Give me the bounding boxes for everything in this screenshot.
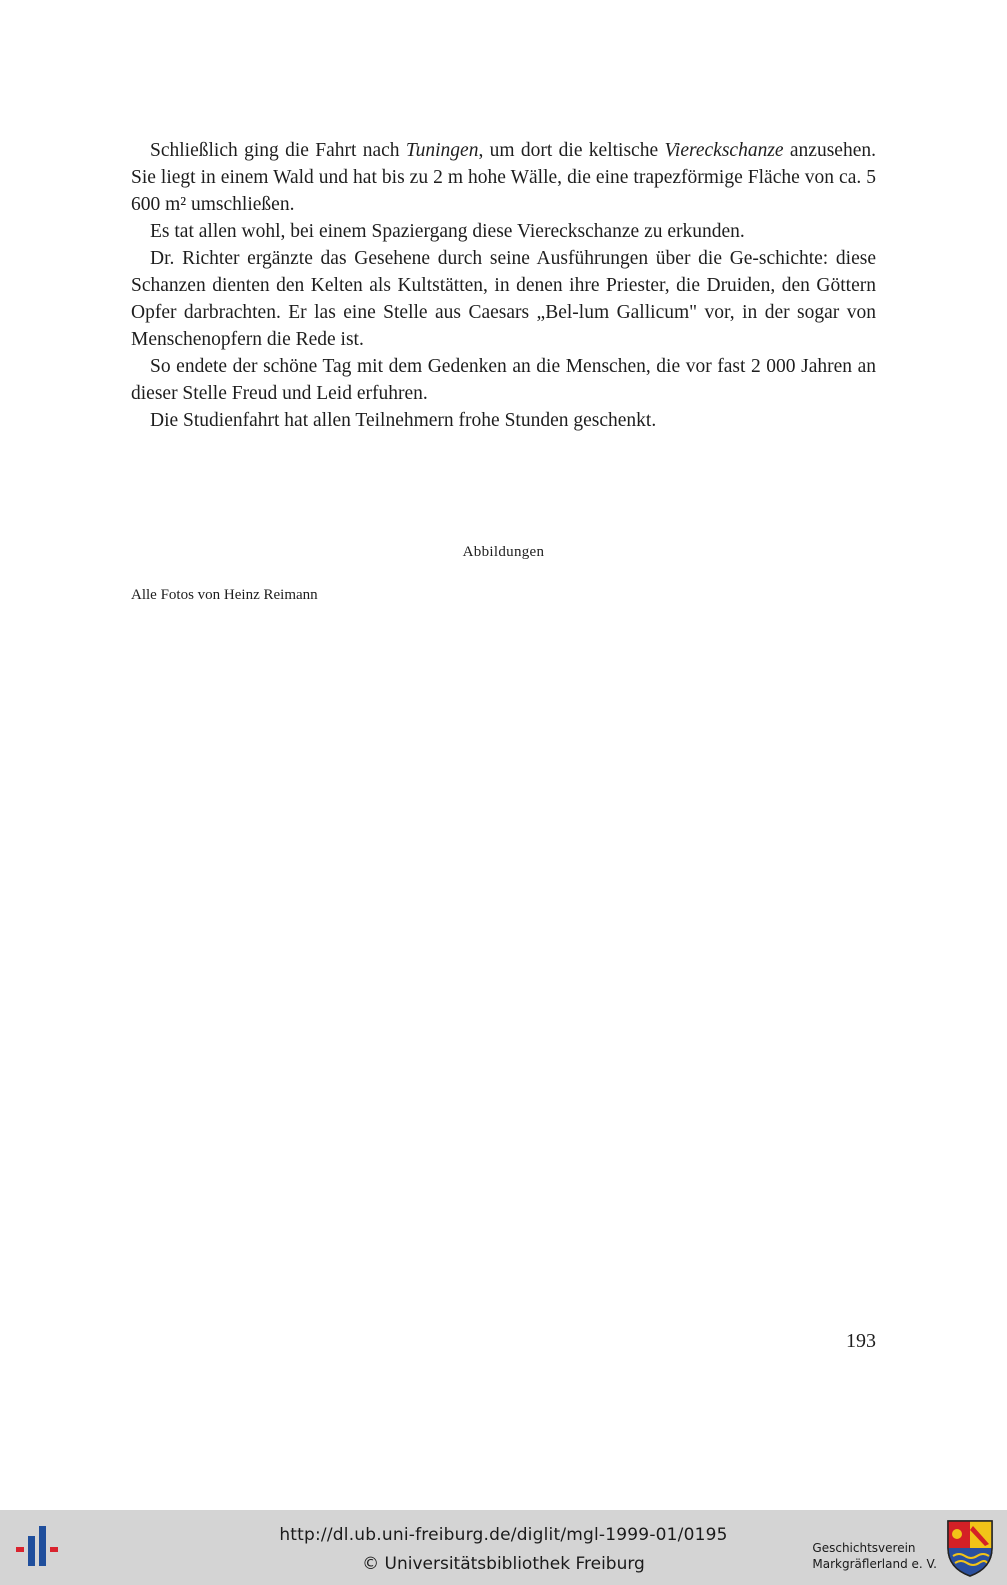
text-run: Es tat allen wohl, bei einem Spaziergang diese Viereckschanze zu erkunden. (150, 221, 745, 242)
footer-org-line1: Geschichtsverein (812, 1541, 916, 1555)
paragraph (131, 245, 876, 353)
paragraph (131, 137, 876, 218)
italic-text: Viereckschanze (664, 140, 784, 161)
photo-credit: Alle Fotos von Heinz Reimann (131, 587, 318, 603)
footer-url-link[interactable]: http://dl.ub.uni-freiburg.de/diglit/mgl-1999-01/0195 (279, 1525, 728, 1545)
coat-of-arms-icon (945, 1518, 995, 1578)
italic-text: Tuningen (405, 140, 479, 161)
footer-copyright: © Universitätsbibliothek Freiburg (362, 1554, 645, 1574)
section-heading: Abbildungen (462, 544, 545, 560)
text-run: So endete der schöne Tag mit dem Gedenken an die Menschen, die vor fast 2 000 Jahren an dieser Stelle Freud und Leid erfuhren. (131, 356, 876, 404)
paragraph (131, 218, 876, 245)
footer-bar (0, 1510, 1007, 1585)
page-number: 193 (846, 1330, 876, 1352)
text-run: Die Studienfahrt hat allen Teilnehmern frohe Stunden geschenkt. (150, 410, 657, 431)
text-run: Dr. Richter ergänzte das Gesehene durch seine Ausführungen über die Ge-schichte: diese Schanzen dienten den Kelten als Kultstätten, in denen ihre Priester, die Druiden, den Göttern Opfer darbrachten. Er las eine Stelle aus Caesars „Bel-lum Gallicum" vor, in der sogar von Menschenopfern die Rede ist. (131, 248, 876, 350)
article-body (131, 137, 876, 434)
paragraph (131, 353, 876, 407)
footer-organization (812, 1540, 937, 1572)
paragraph (131, 407, 876, 434)
footer-org-line2: Markgräflerland e. V. (812, 1557, 937, 1571)
text-run: anzusehen. Sie liegt in einem Wald und hat bis zu 2 m hohe Wälle, die eine trapezförmige Fläche von ca. 5 600 m² umschließen. (131, 140, 876, 215)
text-run: , um dort die keltische (478, 140, 665, 161)
text-run: Schließlich ging die Fahrt nach (150, 140, 406, 161)
